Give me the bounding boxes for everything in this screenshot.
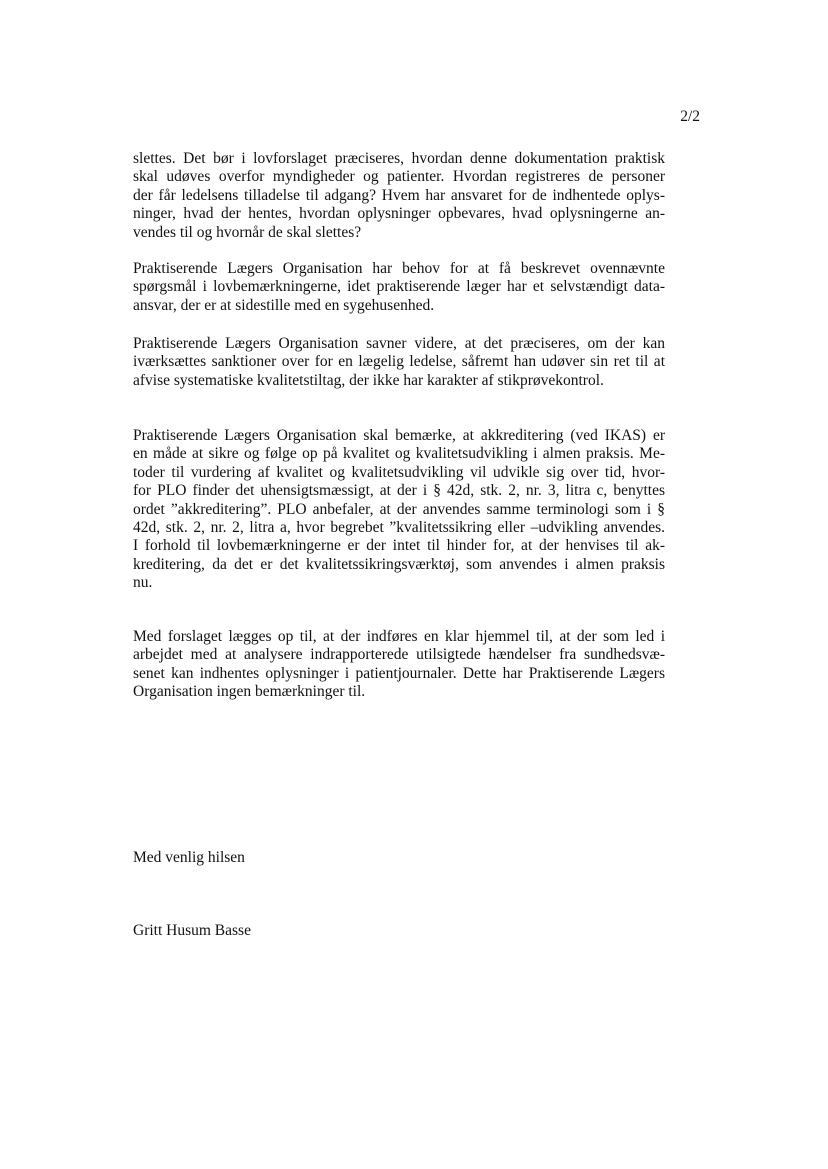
text-line: senet kan indhentes oplysninger i patientjournaler. Dette har Praktiserende Lægers (133, 664, 665, 682)
text-line: spørgsmål i lovbemærkningerne, idet praktiserende læger har et selvstændigt data- (133, 278, 665, 296)
text-line: en måde at sikre og følge op på kvalitet og kvalitetsudvikling i almen praksis. Me- (133, 445, 665, 463)
paragraph-accreditation (133, 427, 665, 593)
text-line: der får ledelsens tilladelse til adgang? Hvem har ansvaret for de indhentede oplys- (133, 186, 665, 204)
text-line: skal udøves overfor myndigheder og patienter. Hvordan registreres de personer (133, 168, 665, 186)
paragraph-data-documentation (133, 150, 665, 242)
text-line: toder til vurdering af kvalitet og kvalitetsudvikling vil udvikle sig over tid, hvor- (133, 463, 665, 481)
text-line: ansvar, der er at sidestille med en sygehusenhed. (133, 296, 435, 314)
signature-name: Gritt Husum Basse (133, 922, 251, 939)
text-line: slettes. Det bør i lovforslaget præciseres, hvordan denne dokumentation praktisk (133, 150, 665, 167)
paragraph-patient-journals (133, 628, 665, 702)
text-line: 42d, stk. 2, nr. 2, litra a, hvor begrebet ”kvalitetssikring eller –udvikling anvendes. (133, 519, 665, 537)
text-line: nu. (133, 574, 153, 592)
text-line: vendes til og hvornår de skal slettes? (133, 223, 362, 241)
text-line: ordet ”akkreditering”. PLO anbefaler, at der anvendes samme terminologi som i § (133, 500, 665, 518)
text-line: Med forslaget lægges op til, at der indføres en klar hjemmel til, at der som led i (133, 628, 665, 645)
text-line: arbejdet med at analysere indrapporterede utilsigtede hændelser fra sundhedsvæ- (133, 646, 665, 664)
text-line: iværksættes sanktioner over for en lægelig ledelse, såfremt han udøver sin ret til at (133, 353, 665, 371)
text-line: for PLO finder det uhensigtsmæssigt, at der i § 42d, stk. 2, nr. 3, litra c, benyttes (133, 482, 665, 500)
text-line: Praktiserende Lægers Organisation skal bemærke, at akkreditering (ved IKAS) er (133, 427, 665, 444)
page-number: 2/2 (680, 108, 700, 125)
text-line: Praktiserende Lægers Organisation har behov for at få beskrevet ovennævnte (133, 260, 665, 277)
text-line: afvise systematiske kvalitetstiltag, der ikke har karakter af stikprøvekontrol. (133, 371, 604, 389)
text-line: Organisation ingen bemærkninger til. (133, 683, 366, 701)
closing-salutation: Med venlig hilsen (133, 849, 245, 866)
paragraph-data-responsibility (133, 260, 665, 315)
text-line: I forhold til lovbemærkningerne er der intet til hinder for, at der henvises til ak- (133, 537, 665, 555)
text-line: Praktiserende Lægers Organisation savner videre, at det præciseres, om der kan (133, 335, 665, 352)
text-line: ninger, hvad der hentes, hvordan oplysninger opbevares, hvad oplysningerne an- (133, 205, 665, 223)
text-line: kreditering, da det er det kvalitetssikringsværktøj, som anvendes i almen praksis (133, 555, 665, 573)
paragraph-sanctions (133, 335, 665, 390)
